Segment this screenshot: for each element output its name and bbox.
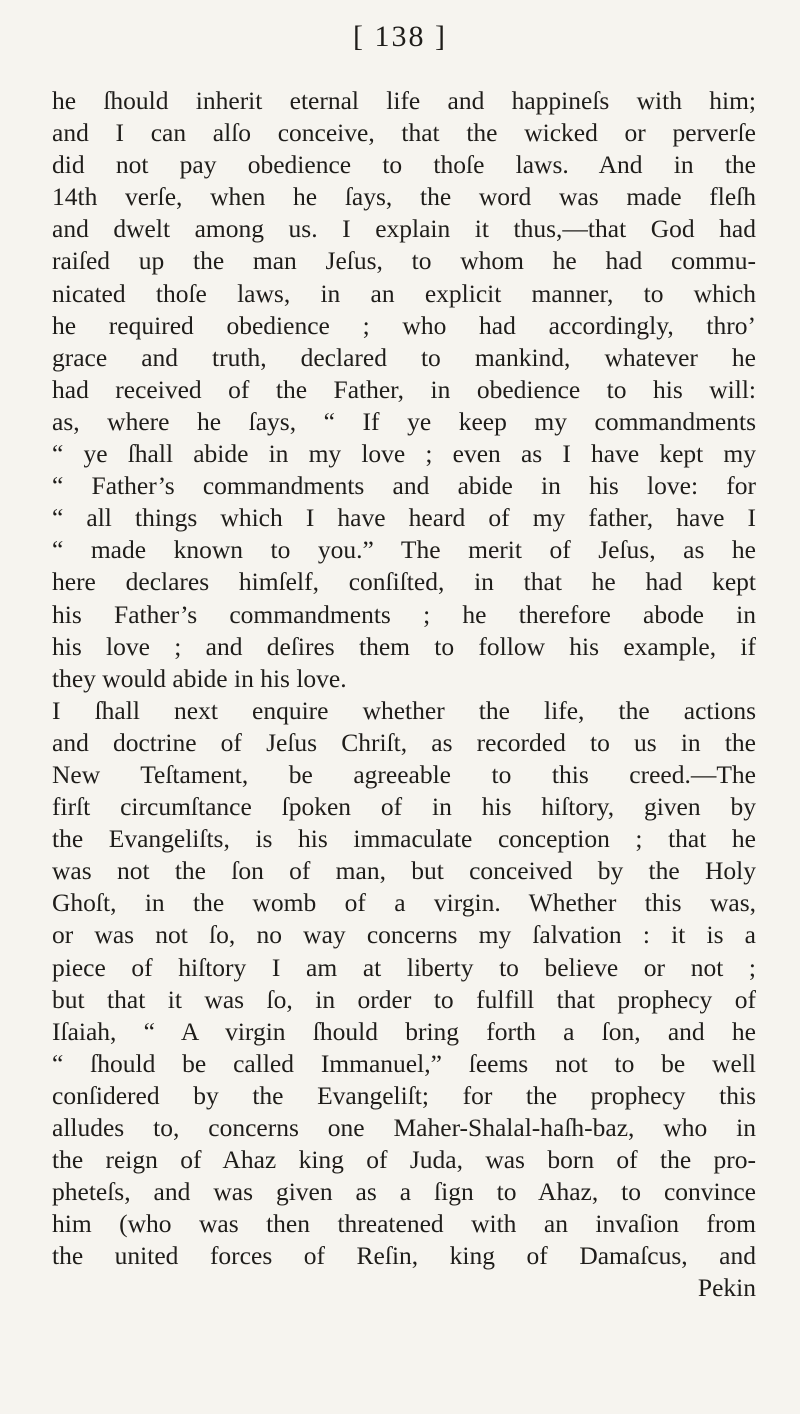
text-line: did not pay obedience to thoſe laws. And in the — [52, 150, 756, 180]
text-line: conſidered by the Evangeliſt; for the prophecy this — [52, 1080, 756, 1110]
text-line: and dwelt among us. I explain it thus,—that God had — [52, 214, 756, 244]
text-line: nicated thoſe laws, in an explicit manner, to which — [52, 278, 756, 308]
text-line: I ſhall next enquire whether the life, the actions — [52, 695, 756, 725]
text-line: the united forces of Reſin, king of Damaſcus, and — [52, 1241, 756, 1271]
text-line: “ all things which I have heard of my father, have I — [52, 503, 756, 533]
text-line: but that it was ſo, in order to fulfill that prophecy of — [52, 984, 756, 1014]
text-line: was not the ſon of man, but conceived by the Holy — [52, 856, 756, 886]
text-line: the reign of Ahaz king of Juda, was born of the pro- — [52, 1145, 756, 1175]
text-line: pheteſs, and was given as a ſign to Ahaz, to convince — [52, 1177, 756, 1207]
text-line: had received of the Father, in obedience to his will: — [52, 374, 756, 404]
text-line: raiſed up the man Jeſus, to whom he had commu- — [52, 246, 756, 276]
text-line: as, where he ſays, “ If ye keep my commandments — [52, 406, 756, 436]
text-line: “ Father’s commandments and abide in his love: for — [52, 471, 756, 501]
text-line: Iſaiah, “ A virgin ſhould bring forth a ſon, and he — [52, 1016, 756, 1046]
text-line: and doctrine of Jeſus Chriſt, as recorded to us in the — [52, 727, 756, 757]
catchword: Pekin — [697, 1273, 756, 1303]
text-line: his love ; and deſires them to follow his example, if — [52, 631, 756, 661]
text-line: grace and truth, declared to mankind, whatever he — [52, 342, 756, 372]
text-line: he required obedience ; who had accordingly, thro’ — [52, 310, 756, 340]
text-line: “ made known to you.” The merit of Jeſus, as he — [52, 535, 756, 565]
text-line: here declares himſelf, conſiſted, in that he had kept — [52, 567, 756, 597]
text-line: his Father’s commandments ; he therefore abode in — [52, 599, 756, 629]
text-line: “ ye ſhall abide in my love ; even as I have kept my — [52, 439, 756, 469]
page-number: [ 138 ] — [353, 20, 447, 53]
text-line: 14th verſe, when he ſays, the word was made fleſh — [52, 182, 756, 212]
text-line: alludes to, concerns one Maher-Shalal-haſh-baz, who in — [52, 1113, 756, 1142]
text-line: piece of hiſtory I am at liberty to believe or not ; — [52, 952, 756, 982]
text-line: “ ſhould be called Immanuel,” ſeems not to be well — [52, 1048, 756, 1078]
text-line: Ghoſt, in the womb of a virgin. Whether this was, — [52, 888, 756, 918]
text-line: or was not ſo, no way concerns my ſalvation : it is a — [52, 920, 756, 950]
text-line: and I can alſo conceive, that the wicked or perverſe — [52, 118, 756, 148]
text-line: him (who was then threatened with an invaſion from — [52, 1209, 756, 1239]
text-line: the Evangeliſts, is his immaculate conception ; that he — [52, 824, 756, 854]
body-text — [52, 85, 756, 1305]
text-line: New Teſtament, be agreeable to this creed.—The — [52, 759, 756, 789]
text-line: they would abide in his love. — [52, 663, 347, 693]
text-line: firſt circumſtance ſpoken of in his hiſtory, given by — [52, 792, 756, 822]
text-line: he ſhould inherit eternal life and happineſs with him; — [52, 86, 756, 115]
